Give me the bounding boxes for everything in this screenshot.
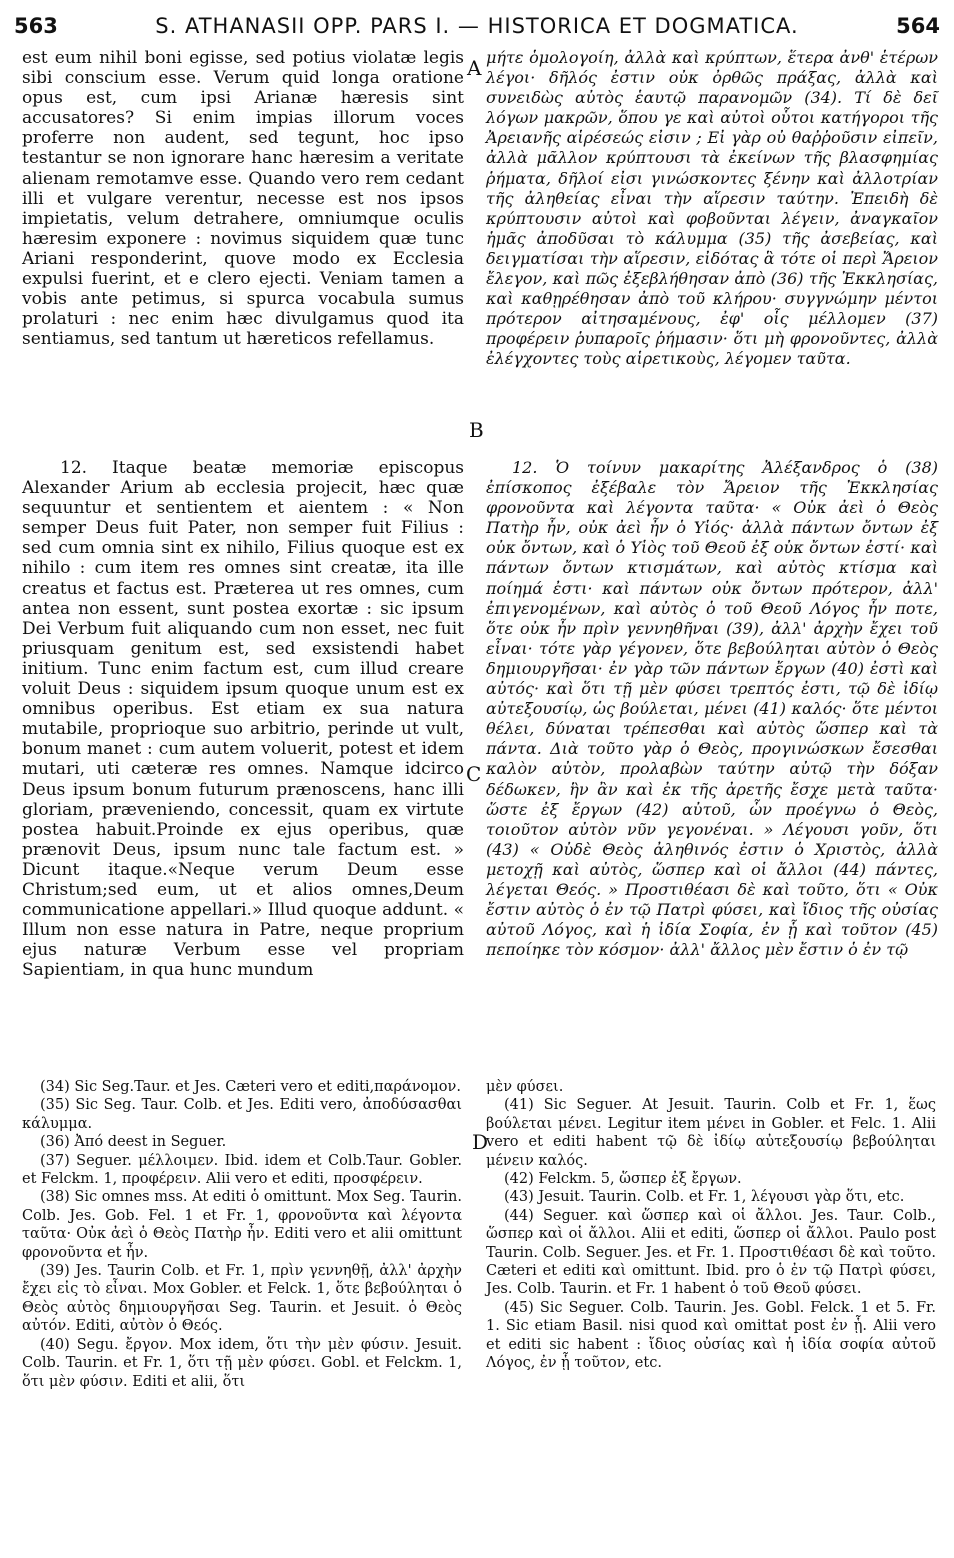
running-header bbox=[14, 14, 940, 44]
page-number-left: 563 bbox=[14, 14, 58, 38]
footnote: (38) Sic omnes mss. At editi ὁ omittunt. Mox Seg. Taurin. Colb. Jes. Gob. Fel. 1 et Fr. 1, φρονοῦντα καὶ λέγοντα ταῦτα· Οὐκ ἀεὶ ὁ Θεὸς Πατὴρ ἦν. Editi vero et alii omittunt φρονοῦντα et ἦν. bbox=[22, 1189, 462, 1261]
running-title: S. ATHANASII OPP. PARS I. — HISTORICA ET DOGMATICA. bbox=[155, 14, 799, 38]
greek-paragraph-1: μήτε ὁμολογοίη, ἀλλὰ καὶ κρύπτων, ἕτερα ἀνθ' ἑτέρων λέγοι· δῆλός ἐστιν οὐκ ὀρθῶς πράξας, ἀλλὰ καὶ συνειδὼς αὐτὸς ἑαυτῷ παρανομῶν (34). Τί δὲ δεῖ λόγων μακρῶν, ὅπου γε καὶ αὐτοὶ οὗτοι κατήγοροι τῆς Ἀρειανῆς αἱρέσεώς εἰσιν ; Εἰ γὰρ οὐ θαῤῥοῦσιν εἰπεῖν, ἀλλὰ μᾶλλον κρύπτουσι τὰ ἐκείνων τῆς βλασφημίας ῥήματα, δῆλοί εἰσι γινώσκοντες ξένην καὶ ἀλλοτρίαν τῆς ἀληθείας εἶναι τὴν αἵρεσιν ταύτην. Ἐπειδὴ δὲ κρύπτουσιν αὐτοὶ καὶ φοβοῦνται λέγειν, ἀναγκαῖον ἡμᾶς ἀποδῦσαι τὸ κάλυμμα (35) τῆς ἀσεβείας, καὶ δειγματίσαι τὴν αἵρεσιν, εἰδότας ἃ τότε οἱ περὶ Ἄρειον ἔλεγον, καὶ πῶς ἐξεβλήθησαν ἀπὸ (36) τῆς Ἐκκλησίας, καὶ καθῃρέθησαν ἀπὸ τοῦ κλήρου· συγγνώμην μέντοι πρότερον αἰτησαμένους, ἐφ' οἷς μέλλομεν (37) προφέρειν ῥυπαροῖς ῥήμασιν· ὅτι μὴ φρονοῦντες, ἀλλὰ ἐλέγχοντες τοὺς αἱρετικοὺς, λέγομεν ταῦτα. bbox=[486, 48, 938, 369]
footnote: (42) Felckm. 5, ὥσπερ ἐξ ἔργων. bbox=[504, 1171, 742, 1188]
footnote: (36) Ἀπό deest in Seguer. bbox=[40, 1134, 227, 1151]
margin-letter-a: A bbox=[467, 56, 482, 80]
page-number-right: 564 bbox=[896, 14, 940, 38]
latin-paragraph-1: est eum nihil boni egisse, sed potius violatæ legis sibi conscium esse. Verum quid longa oratione opus est, cum ipsi Arianæ hæresis sint accusatores? Si enim impias illorum voces proferre non audent, sed tegunt, hoc ipso testantur se non ignorare hanc hæresim a veritate alienam remotamve esse. Quando vero rem cedant illi et vulgare verentur, necesse est nos ipsos impietatis, velum detrahere, omniumque oculis hæresim exponere : novimus siquidem quæ tunc Ariani responderint, quove modo ex Ecclesia expulsi fuerint, et e clero ejecti. Veniam tamen a vobis ante petimus, si spurca vocabula sumus prolaturi : nec enim hæc divulgamus quod ita sentiamus, sed tantum ut hæreticos refellamus. bbox=[22, 48, 464, 350]
footnote: (43) Jesuit. Taurin. Colb. et Fr. 1, λέγουσι γὰρ ὅτι, etc. bbox=[504, 1189, 905, 1206]
footnote: μὲν φύσει. bbox=[486, 1079, 564, 1095]
footnote: (34) Sic Seg.Taur. et Jes. Cæteri vero et editi,παράνομον. bbox=[40, 1079, 461, 1095]
footnote: (39) Jes. Taurin Colb. et Fr. 1, πρὶν γεννηθῇ, ἀλλ' ἀρχὴν ἔχει εἰς τὸ εἶναι. Mox Gobler. et Felck. 1, ὅτε βεβούληται ὁ Θεὸς αὐτὸς δημιουργῆσαι Seg. Taurin. et Jesuit. ὁ Θεὸς αὐτόν. Editi, αὐτὸν ὁ Θεός. bbox=[22, 1263, 462, 1335]
latin-column-lower bbox=[22, 458, 464, 980]
footnote: (45) Sic Seguer. Colb. Taurin. Jes. Gobl. Felck. 1 et 5. Fr. 1. Sic etiam Basil. nisi quod καὶ omittat post ἐν ᾗ. Alii vero et editi sic habent : ἴδιος οὐσίας καὶ ἡ ἰδία σοφία αὐτοῦ Λόγος, ἐν ᾗ τοῦτον, etc. bbox=[486, 1299, 936, 1372]
footnotes-right bbox=[486, 1078, 936, 1373]
margin-letter-c: C bbox=[466, 762, 482, 786]
margin-letter-d: D bbox=[472, 1130, 489, 1154]
footnote: (40) Segu. ἔργον. Mox idem, ὅτι τὴν μὲν φύσιν. Jesuit. Colb. Taurin. et Fr. 1, ὅτι τῇ μὲν φύσει. Gobl. et Felckm. 1, ὅτι μὲν φύσιν. Editi et alii, ὅτι bbox=[22, 1336, 462, 1390]
latin-paragraph-2: 12. Itaque beatæ memoriæ episcopus Alexander Arium ab ecclesia projecit, hæc quæ sequuntur et sentientem et aientem : « Non semper Deus fuit Pater, non semper fuit Filius : sed cum omnia sint ex nihilo, Filius quoque est ex nihilo : cum item res omnes sint creatæ, ita ille creatus et factus est. Præterea ut res omnes, cum antea non essent, sunt postea exortæ : sic ipsum Dei Verbum fuit aliquando cum non esset, nec fuit priusquam genitum est, sed exsistendi habet initium. Tunc enim factum est, cum illud creare voluit Deus : siquidem ipsum quoque unum est ex omnibus operibus. Est etiam ex sua natura mutabile, proprioque suo arbitrio, perinde ut vult, bonum manet : cum autem voluerit, potest et idem mutari, uti cæteræ res omnes. Namque idcirco Deus ipsum bonum futurum prænoscens, hanc illi gloriam, præveniendo, concessit, quam ex virtute postea habuit.Proinde ex ejus operibus, quæ prænovit Deus, ipsum nunc tale factum est. » Dicunt itaque.«Neque verum Deum esse Christum;sed eum, ut et alios omnes,Deum communicatione appellari.» Illud quoque addunt. « Illum non esse natura in Patre, neque proprium ejus naturæ Verbum esse vel propriam Sapientiam, in qua hunc mundum bbox=[22, 458, 464, 981]
footnotes-left bbox=[22, 1078, 462, 1391]
greek-paragraph-2: 12. Ὁ τοίνυν μακαρίτης Ἀλέξανδρος ὁ (38) ἐπίσκοπος ἐξέβαλε τὸν Ἄρειον τῆς Ἐκκλησίας φρονοῦντα καὶ λέγοντα ταῦτα· « Οὐκ ἀεὶ ὁ Θεὸς Πατὴρ ἦν, οὐκ ἀεὶ ἦν ὁ Υἱός· ἀλλὰ πάντων ὄντων ἐξ οὐκ ὄντων, καὶ ὁ Υἱὸς τοῦ Θεοῦ ἐξ οὐκ ὄντων ἐστί· καὶ πάντων ὄντων κτισμάτων, καὶ αὐτὸς κτίσμα καὶ ποίημά ἐστι· καὶ πάντων οὐκ ὄντων πρότερον, ἀλλ' ἐπιγενομένων, καὶ αὐτὸς ὁ τοῦ Θεοῦ Λόγος ἦν ποτε, ὅτε οὐκ ἦν πρὶν γεννηθῆναι (39), ἀλλ' ἀρχὴν ἔχει τοῦ εἶναι· τότε γὰρ γέγονεν, ὅτε βεβούληται αὐτὸν ὁ Θεὸς δημιουργῆσαι· ἐν γὰρ τῶν πάντων ἔργων (40) ἐστὶ καὶ αὐτός· καὶ ὅτι τῇ μὲν φύσει τρεπτός ἐστι, τῷ δὲ ἰδίῳ αὐτεξουσίῳ, ὡς βούλεται, μένει (41) καλός· ὅτε μέντοι θέλει, δύναται τρέπεσθαι καὶ αὐτὸς ὥσπερ καὶ τὰ πάντα. Διὰ τοῦτο γὰρ ὁ Θεὸς, προγινώσκων ἔσεσθαι καλὸν αὐτὸν, προλαβὼν ταύτην αὐτῷ τὴν δόξαν δέδωκεν, ἣν ἂν καὶ ἐκ τῆς ἀρετῆς ἔσχε μετὰ ταῦτα· ὥστε ἐξ ἔργων (42) αὐτοῦ, ὧν προέγνω ὁ Θεὸς, τοιοῦτον αὐτὸν νῦν γεγονέναι. » Λέγουσι γοῦν, ὅτι (43) « Οὐδὲ Θεὸς ἀληθινός ἐστιν ὁ Χριστὸς, ἀλλὰ μετοχῇ καὶ αὐτὸς, ὥσπερ καὶ οἱ ἄλλοι (44) πάντες, λέγεται Θεός. » Προστιθέασι δὲ καὶ τοῦτο, ὅτι « Οὐκ ἔστιν αὐτὸς ὁ ἐν τῷ Πατρὶ φύσει, καὶ ἴδιος τῆς οὐσίας αὐτοῦ Λόγος, καὶ ἡ ἰδία Σοφία, ἐν ᾗ καὶ τοῦτον (45) πεποίηκε τὸν κόσμον· ἀλλ' ἄλλος μὲν ἔστιν ὁ ἐν τῷ bbox=[486, 458, 938, 960]
latin-column-upper bbox=[22, 48, 464, 349]
greek-column-upper bbox=[486, 48, 938, 370]
footnote: (44) Seguer. καὶ ὥσπερ καὶ οἱ ἄλλοι. Jes. Taur. Colb., ὥσπερ καὶ οἱ ἄλλοι. Alii et editi, ὥσπερ οἱ ἄλλοι. Paulo post Taurin. Colb. Seguer. Jes. et Fr. 1. Προστιθέασι δὲ καὶ τοῦτο. Cæteri et editi καὶ omittunt. Ibid. pro ὁ ἐν τῷ Πατρὶ φύσει, Jes. Colb. Taurin. et Fr. 1 habent ὁ τοῦ Θεοῦ φύσει. bbox=[486, 1207, 936, 1298]
footnote: (37) Seguer. μέλλοιμεν. Ibid. idem et Colb.Taur. Gobler. et Felckm. 1, προφέρειν. Alii vero et editi, προσφέρειν. bbox=[22, 1152, 462, 1188]
greek-column-lower bbox=[486, 458, 938, 960]
footnote: (41) Sic Seguer. At Jesuit. Taurin. Colb et Fr. 1, ἕως βούλεται μένει. Legitur item μένει in Gobler. et Felc. 1. Alii vero et editi habent τῷ δὲ ἰδίῳ αὐτεξουσίῳ βεβούληται μένειν καλός. bbox=[486, 1097, 936, 1169]
margin-letter-b: B bbox=[469, 418, 484, 442]
footnote: (35) Sic Seg. Taur. Colb. et Jes. Editi vero, ἀποδύσασθαι κάλυμμα. bbox=[22, 1097, 462, 1132]
